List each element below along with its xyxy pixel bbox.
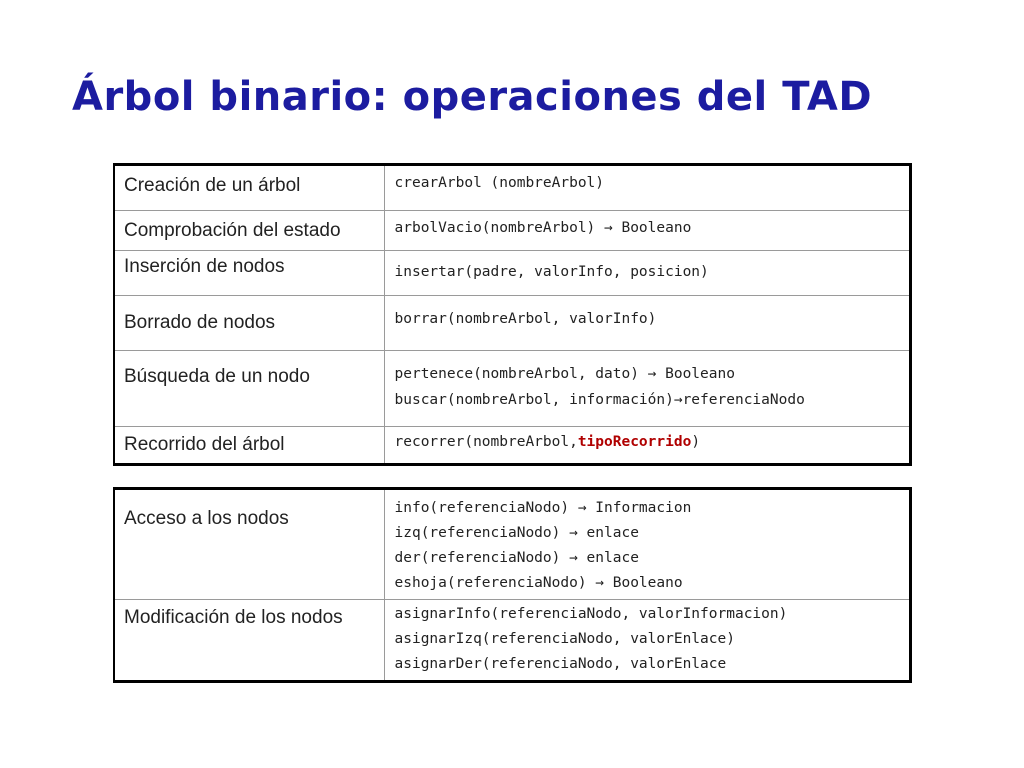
operation-signature: insertar(padre, valorInfo, posicion) bbox=[394, 264, 709, 280]
operation-category: Inserción de nodos bbox=[114, 251, 384, 296]
operation-signature-prefix: recorrer(nombreArbol, bbox=[394, 434, 578, 450]
slide-title: Árbol binario: operaciones del TAD bbox=[72, 74, 873, 120]
operation-signature: buscar(nombreArbol, información)→referenciaNodo bbox=[394, 392, 805, 408]
operation-signatures bbox=[384, 489, 911, 600]
operation-signature: borrar(nombreArbol, valorInfo) bbox=[394, 311, 657, 327]
operation-signature: pertenece(nombreArbol, dato) → Booleano bbox=[394, 366, 735, 382]
operation-signature: arbolVacio(nombreArbol) → Booleano bbox=[394, 220, 692, 236]
operation-signature: crearArbol (nombreArbol) bbox=[394, 175, 605, 191]
operation-signatures bbox=[384, 165, 911, 211]
operation-category: Búsqueda de un nodo bbox=[114, 351, 384, 427]
operation-signature: eshoja(referenciaNodo) → Booleano bbox=[394, 575, 683, 591]
operation-signature: asignarInfo(referenciaNodo, valorInformacion) bbox=[394, 606, 788, 622]
operations-table-1 bbox=[113, 163, 912, 466]
operation-category: Acceso a los nodos bbox=[114, 489, 384, 600]
operations-table-2 bbox=[113, 487, 912, 683]
table-row bbox=[114, 251, 911, 296]
operation-signature: asignarIzq(referenciaNodo, valorEnlace) bbox=[394, 631, 735, 647]
table-row bbox=[114, 296, 911, 351]
operation-signatures bbox=[384, 427, 911, 465]
operation-signatures bbox=[384, 296, 911, 351]
operation-signature: izq(referenciaNodo) → enlace bbox=[394, 525, 639, 541]
table-row bbox=[114, 427, 911, 465]
table-row bbox=[114, 600, 911, 682]
operation-signatures bbox=[384, 351, 911, 427]
operation-signature: der(referenciaNodo) → enlace bbox=[394, 550, 639, 566]
operation-category: Modificación de los nodos bbox=[114, 600, 384, 682]
operation-signatures bbox=[384, 600, 911, 682]
operation-signature: asignarDer(referenciaNodo, valorEnlace bbox=[394, 656, 727, 672]
operation-category: Creación de un árbol bbox=[114, 165, 384, 211]
table-row bbox=[114, 489, 911, 600]
operation-category: Recorrido del árbol bbox=[114, 427, 384, 465]
operation-category: Comprobación del estado bbox=[114, 211, 384, 251]
table-row bbox=[114, 165, 911, 211]
operation-signatures bbox=[384, 251, 911, 296]
table-row bbox=[114, 351, 911, 427]
operation-signature-suffix: ) bbox=[691, 434, 701, 450]
highlighted-parameter: tipoRecorrido bbox=[577, 434, 692, 450]
operation-signature: info(referenciaNodo) → Informacion bbox=[394, 500, 692, 516]
operation-signature bbox=[395, 433, 910, 459]
table-row bbox=[114, 211, 911, 251]
operation-category: Borrado de nodos bbox=[114, 296, 384, 351]
operation-signatures bbox=[384, 211, 911, 251]
